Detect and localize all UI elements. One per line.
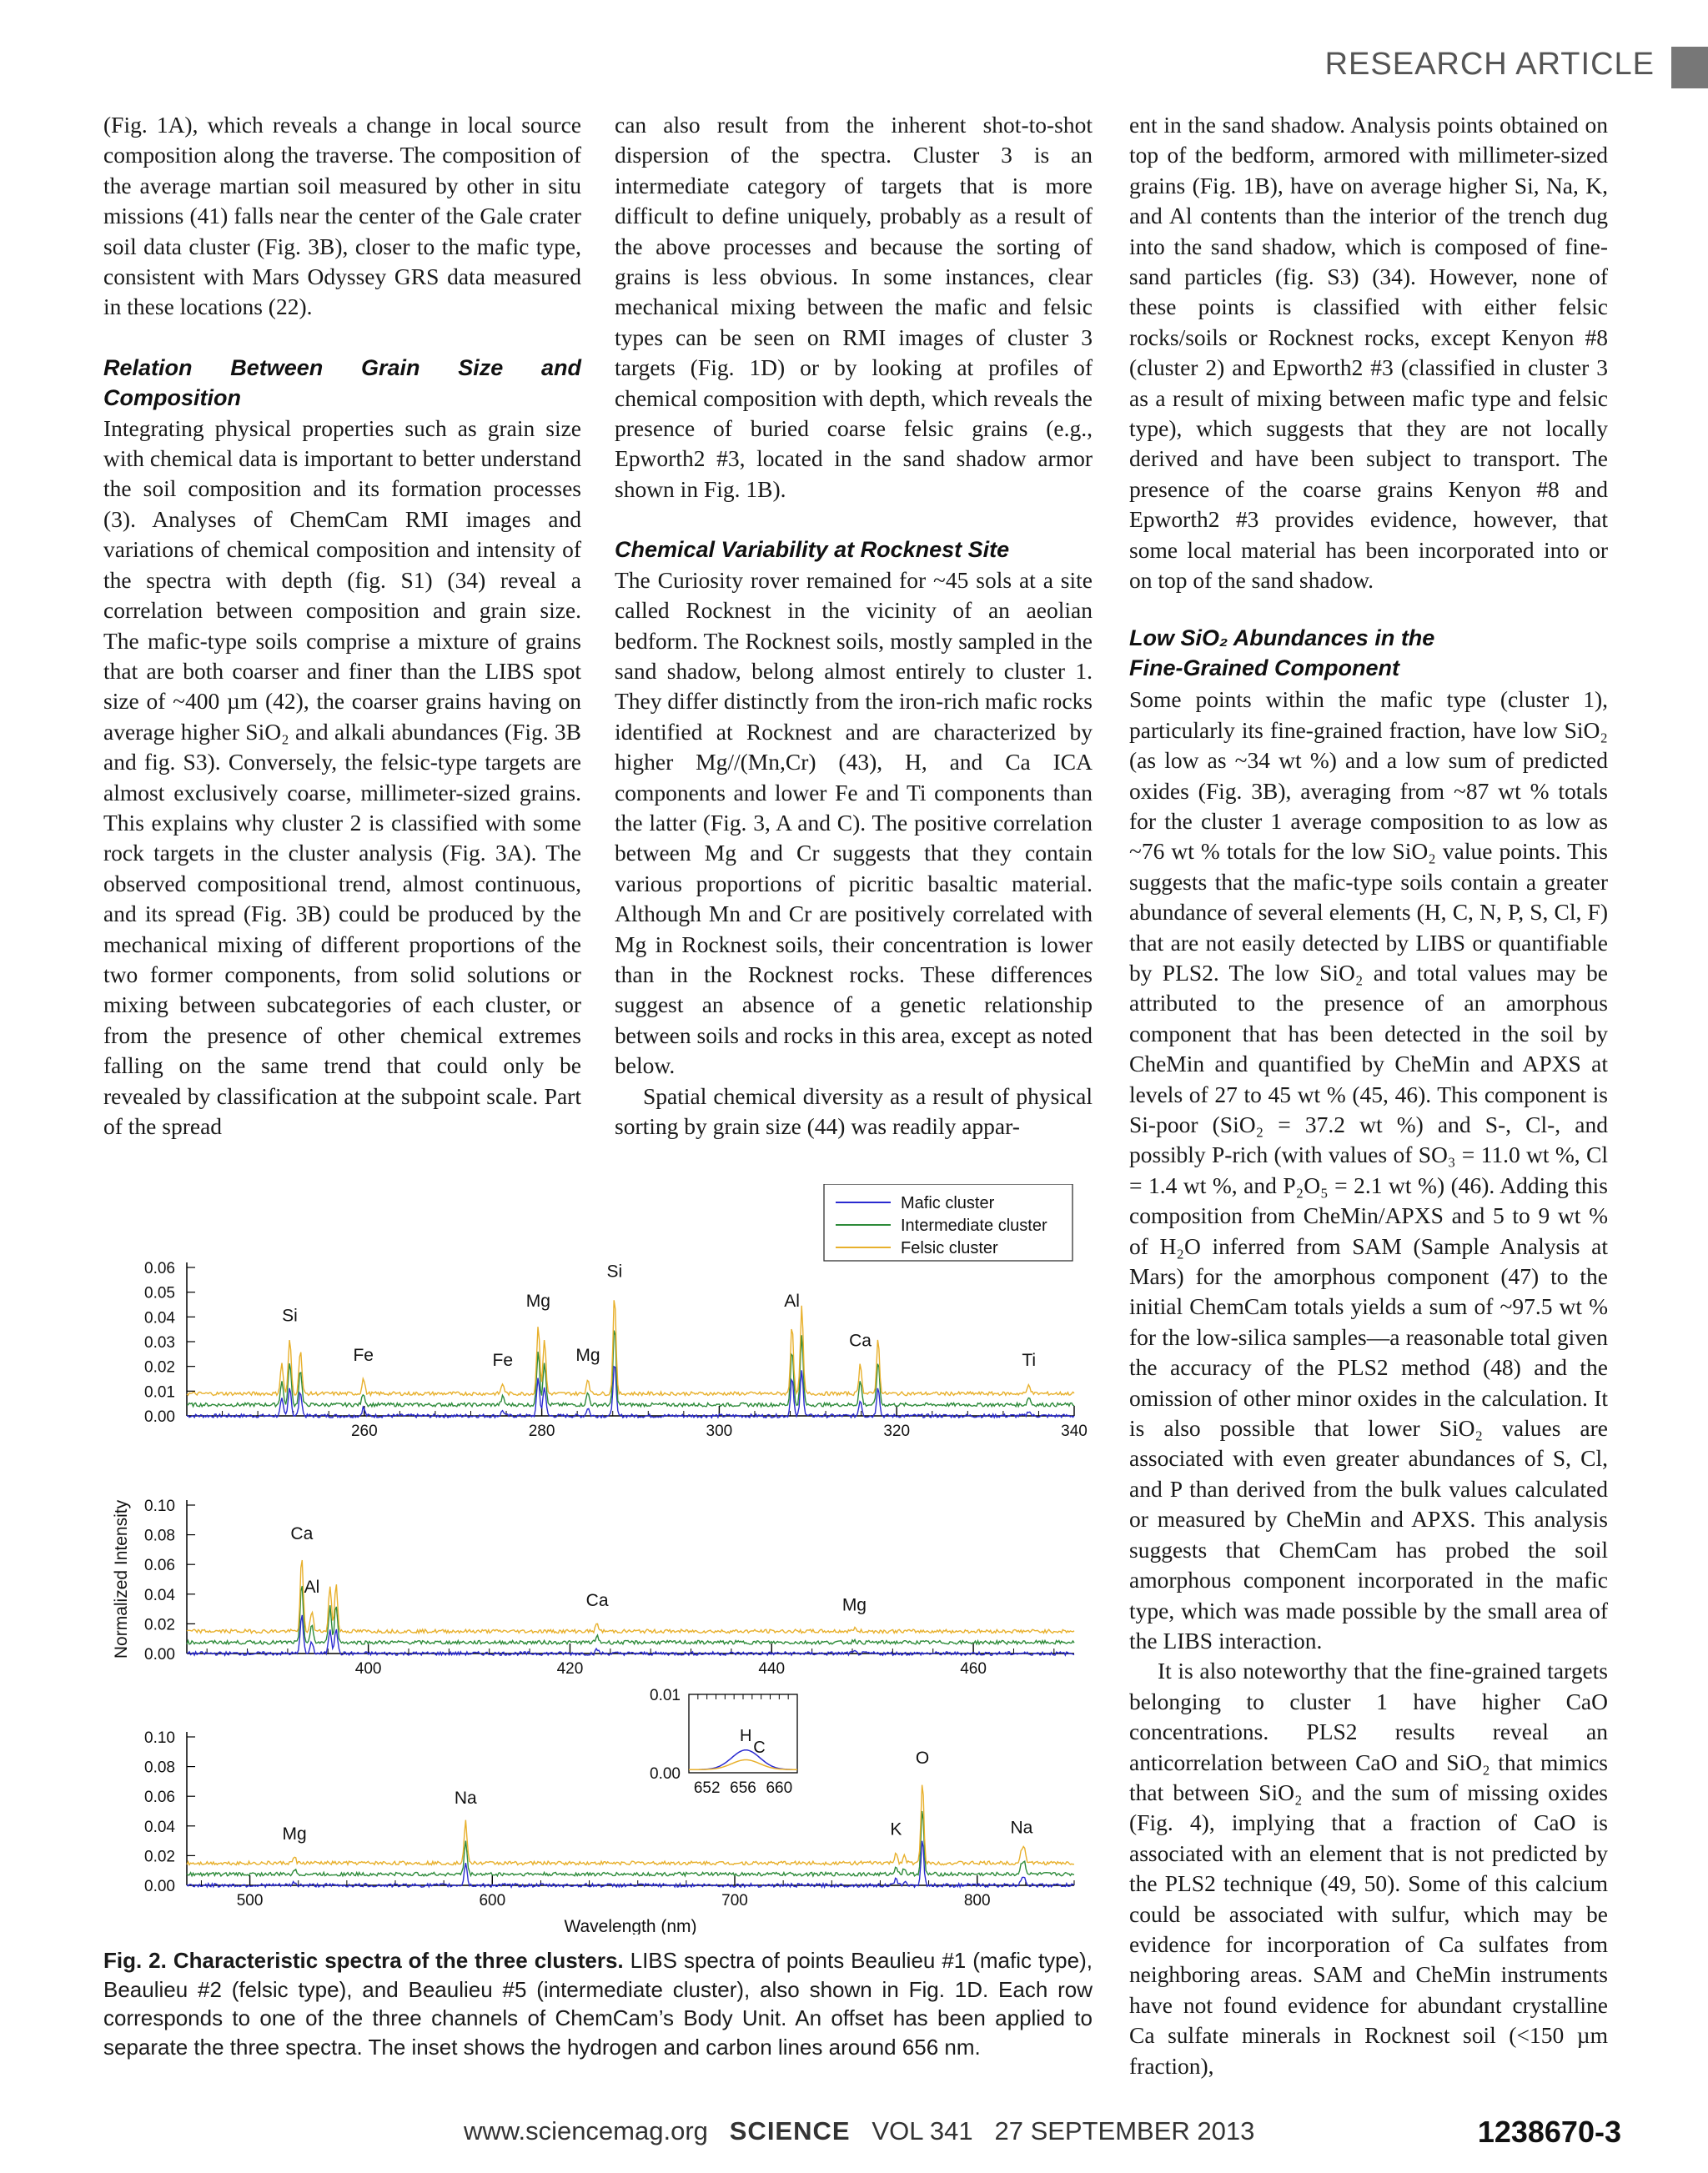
y-tick-label: 0.06	[144, 1260, 175, 1277]
y-tick-label: 0.10	[144, 1729, 175, 1747]
spectrum-line-felsic-cluster	[187, 1560, 1074, 1634]
x-tick-label: 700	[721, 1892, 748, 1910]
page-footer	[0, 2116, 1708, 2150]
peak-label: Al	[304, 1578, 320, 1598]
spectrum-line-felsic-cluster	[187, 1785, 1074, 1865]
x-tick-label: 500	[236, 1892, 264, 1910]
y-tick-label: 0.05	[144, 1284, 175, 1302]
text-column-1	[103, 110, 581, 1142]
x-tick-label: 420	[556, 1660, 584, 1678]
section-heading	[1129, 623, 1608, 684]
peak-label: Si	[282, 1306, 298, 1326]
y-tick-label: 0.10	[144, 1498, 175, 1515]
peak-label: K	[890, 1819, 902, 1839]
paragraph: Integrating physical properties such as grain size with chemical data is important to better understand the soil composition and its formation processes (3). Analyses of ChemCam RMI images and variations of chemical composition and intensity of the spectra with depth (fig. S1) (34) reveal a correlation between composition and grain size. The mafic-type soils comprise a mixture of grains that are both coarser and finer than the LIBS spot size of ~400 µm (42), the coarser grains having on average higher SiO₂ and alkali abundances (Fig. 3B and fig. S3). Conversely, the felsic-type targets are almost exclusively coarse, millimeter-sized grains. This explains why cluster 2 is classified with some rock targets in the cluster analysis (Fig. 3A). The observed compositional trend, almost continuous, and its spread (Fig. 3B) could be produced by the mechanical mixing of different proportions of the two former components, from solid solutions or mixing between subcategories of each cluster, or from the presence of other chemical extremes falling on the same trend that could only be revealed by classification at the subpoint scale. Part of the spread	[103, 414, 581, 1139]
y-tick-label: 0.01	[144, 1383, 175, 1402]
inset-x-tick-label: 660	[766, 1779, 793, 1797]
x-tick-label: 340	[1061, 1423, 1088, 1440]
heading-line: Fine-Grained Component	[1129, 655, 1399, 680]
peak-label: Mg	[282, 1824, 307, 1844]
peak-label: Ca	[290, 1523, 314, 1543]
x-tick-label: 300	[706, 1423, 733, 1440]
x-tick-label: 460	[960, 1660, 987, 1678]
peak-label: Ti	[1022, 1351, 1037, 1371]
y-tick-label: 0.06	[144, 1789, 175, 1807]
peak-label: Na	[1010, 1818, 1033, 1838]
x-axis-label: Wavelength (nm)	[564, 1917, 697, 1935]
section-label: RESEARCH ARTICLE	[1324, 47, 1655, 82]
footer-date: 27 SEPTEMBER 2013	[994, 2116, 1255, 2145]
y-tick-label: 0.02	[144, 1616, 175, 1634]
paragraph: It is also noteworthy that the fine-grained targets belonging to cluster 1 have higher CaO concentrations. PLS2 results reveal an anticorrelation between CaO and SiO₂ that mimics that between SiO₂ and the sum of missing oxides (Fig. 4), implying that a fraction of CaO is associated with an element that is not predicted by the PLS2 technique (49, 50). Some of this calcium could be associated with sulfur, which may be evidence for incorporation of Ca sulfates from neighboring areas. SAM and CheMin instruments have not found evidence for abundant crystalline Ca sulfate minerals in Rocknest soil (<150 µm fraction),	[1129, 1658, 1608, 2079]
x-tick-label: 440	[758, 1660, 786, 1678]
inset-y-tick-label: 0.00	[650, 1765, 681, 1783]
paragraph: Some points within the mafic type (cluster 1), particularly its fine-grained fraction, have low SiO₂ (as low as ~34 wt %) and a low sum of predicted oxides (Fig. 3B), averaging from ~87 wt % totals for the cluster 1 average composition to as low as ~76 wt % totals for the low SiO₂ value points. This suggests that the mafic-type soils contain a greater abundance of several elements (H, C, N, P, S, Cl, F) that are not easily detected by LIBS or quantifiable by PLS2. The low SiO₂ and total values may be attributed to the presence of an amorphous component that has been detected in the soil by CheMin and quantified by CheMin and APXS at levels of 27 to 45 wt % (45, 46). This component is Si-poor (SiO₂ = 37.2 wt %) and S-, Cl-, and possibly P-rich (with values of SO₃ = 11.0 wt %, Cl = 1.4 wt %, and P₂O₅ = 2.1 wt %) (46). Adding this composition from CheMin/APXS and 5 to 9 wt % of H₂O inferred from SAM (Sample Analysis at Mars) for the amorphous component (47) to the initial ChemCam totals yields a sum of ~97.5 wt % for the low-silica samples—a reasonable total given the accuracy of the PLS2 method (48) and the omission of other minor oxides in the calculation. It is also possible that lower SiO₂ values are associated with even greater abundances of S, Cl, and P than derived from the bulk values calculated or measured by CheMin and APXS. This analysis suggests that ChemCam has probed the soil amorphous component incorporated in the mafic type, which was made possible by the small area of the LIBS interaction.	[1129, 686, 1608, 1654]
y-tick-label: 0.06	[144, 1557, 175, 1575]
figure-2	[107, 1184, 1091, 1935]
spectrum-line-intermediate-cluster	[187, 1811, 1074, 1876]
footer-volume: VOL 341	[872, 2116, 973, 2145]
y-tick-label: 0.04	[144, 1586, 175, 1604]
paragraph: (Fig. 1A), which reveals a change in local source composition along the traverse. The composition of the average martian soil measured by other in situ missions (41) falls near the center of the Gale crater soil data cluster (Fig. 3B), closer to the mafic type, consistent with Mars Odyssey GRS data measured in these locations (22).	[103, 112, 581, 320]
y-tick-label: 0.02	[144, 1848, 175, 1866]
x-tick-label: 400	[354, 1660, 382, 1678]
peak-label: Fe	[353, 1346, 374, 1366]
peak-label: Al	[784, 1291, 800, 1311]
peak-label: Mg	[525, 1291, 550, 1311]
footer-journal: SCIENCE	[729, 2116, 851, 2145]
inset-peak-label: C	[753, 1739, 766, 1757]
paragraph: Spatial chemical diversity as a result of physical sorting by grain size (44) was readily appar-	[615, 1082, 1093, 1139]
peak-label: Ca	[585, 1591, 609, 1611]
heading-line: Low SiO₂ Abundances in the	[1129, 625, 1435, 650]
peak-label: Fe	[492, 1351, 514, 1371]
inset-x-tick-label: 652	[693, 1779, 721, 1797]
text-column-3	[1129, 110, 1608, 2081]
section-heading: Chemical Variability at Rocknest Site	[615, 537, 1010, 563]
y-tick-label: 0.04	[144, 1309, 175, 1327]
inset-y-tick-label: 0.01	[650, 1687, 681, 1704]
spectrum-line-mafic-cluster	[187, 1615, 1074, 1655]
figure-caption	[103, 1946, 1093, 2061]
x-tick-label: 260	[350, 1423, 378, 1440]
paragraph: ent in the sand shadow. Analysis points obtained on top of the bedform, armored with millimeter-sized grains (Fig. 1B), have on average higher Si, Na, K, and Al contents than the interior of the trench dug into the sand shadow, which is composed of fine-sand particles (fig. S3) (34). However, none of these points is classified with either felsic rocks/soils or Rocknest rocks, except Kenyon #8 (cluster 2) and Epworth2 #3 (classified in cluster 3 as a result of mixing between mafic type and felsic type), which suggests that they are not locally derived and have been subject to transport. The presence of the coarse grains Kenyon #8 and Epworth2 #3 provides evidence, however, that some local material has been incorporated into or on top of the sand shadow.	[1129, 112, 1608, 594]
peak-label: Ca	[849, 1331, 872, 1351]
peak-label: Mg	[841, 1595, 867, 1615]
legend-entry: Intermediate cluster	[901, 1217, 1047, 1235]
page-header	[0, 47, 1708, 88]
inset-peak-label: H	[740, 1727, 752, 1745]
x-tick-label: 320	[883, 1423, 911, 1440]
y-tick-label: 0.00	[144, 1646, 175, 1664]
peak-label: O	[915, 1749, 930, 1769]
paragraph: can also result from the inherent shot-to-shot dispersion of the spectra. Cluster 3 is an intermediate category of targets that is more difficult to define uniquely, probably as a result of the above processes and because the sorting of grains is less obvious. In some instances, clear mechanical mixing between the mafic and felsic types can be seen on RMI images of cluster 3 targets (Fig. 1D) or by looking at profiles of chemical composition with depth, which reveals the presence of buried coarse felsic grains (e.g., Epworth2 #3, located in the sand shadow armor shown in Fig. 1B).	[615, 112, 1093, 502]
footer-left	[464, 2116, 1254, 2146]
spectra-chart	[107, 1184, 1091, 1935]
section-heading: Relation Between Grain Size and Composition	[103, 354, 581, 411]
spectrum-line-felsic-cluster	[187, 1300, 1074, 1395]
y-tick-label: 0.00	[144, 1878, 175, 1895]
y-axis-label: Normalized Intensity	[112, 1499, 131, 1659]
y-tick-label: 0.03	[144, 1334, 175, 1352]
x-tick-label: 280	[528, 1423, 555, 1440]
caption-title: Fig. 2. Characteristic spectra of the three clusters.	[103, 1948, 624, 1973]
legend-entry: Mafic cluster	[901, 1194, 995, 1212]
y-tick-label: 0.02	[144, 1358, 175, 1377]
legend-entry: Felsic cluster	[901, 1239, 998, 1257]
paragraph: The Curiosity rover remained for ~45 sols at a site called Rocknest in the vicinity of an aeolian bedform. The Rocknest soils, mostly sampled in the sand shadow, belong almost entirely to cluster 1. They differ distinctly from the iron-rich mafic rocks identified at Rocknest and are characterized by higher Mg//(Mn,Cr) (43), H, and Ca ICA components and lower Fe and Ti components than the latter (Fig. 3, A and C). The positive correlation between Mg and Cr suggests that they contain various proportions of picritic basaltic material. Although Mn and Cr are positively correlated with Mg in Rocknest soils, their concentration is lower than in the Rocknest rocks. These differences suggest an absence of a genetic relationship between soils and rocks in this area, except as noted below.	[615, 566, 1093, 1079]
section-tab	[1671, 47, 1708, 88]
y-tick-label: 0.00	[144, 1408, 175, 1426]
footer-page-id: 1238670-3	[1477, 2115, 1621, 2149]
spectrum-line-intermediate-cluster	[187, 1586, 1074, 1644]
caption-body: LIBS spectra of points Beaulieu #1 (mafic type), Beaulieu #2 (felsic type), and Beaulieu #5 (intermediate cluster), also shown in Fig. 1D. Each row corresponds to one of the three channels of ChemCam’s Body Unit. An offset has been applied to separate the three spectra. The inset shows the hydrogen and carbon lines around 656 nm.	[103, 1948, 1093, 2060]
y-tick-label: 0.04	[144, 1818, 175, 1836]
x-tick-label: 600	[479, 1892, 506, 1910]
inset-x-tick-label: 656	[730, 1779, 756, 1797]
peak-label: Na	[454, 1789, 477, 1809]
footer-site: www.sciencemag.org	[464, 2116, 708, 2145]
text-column-2	[615, 110, 1093, 1142]
y-tick-label: 0.08	[144, 1527, 175, 1545]
y-tick-label: 0.08	[144, 1759, 175, 1777]
peak-label: Mg	[575, 1346, 600, 1366]
peak-label: Si	[606, 1262, 623, 1282]
x-tick-label: 800	[963, 1892, 991, 1910]
